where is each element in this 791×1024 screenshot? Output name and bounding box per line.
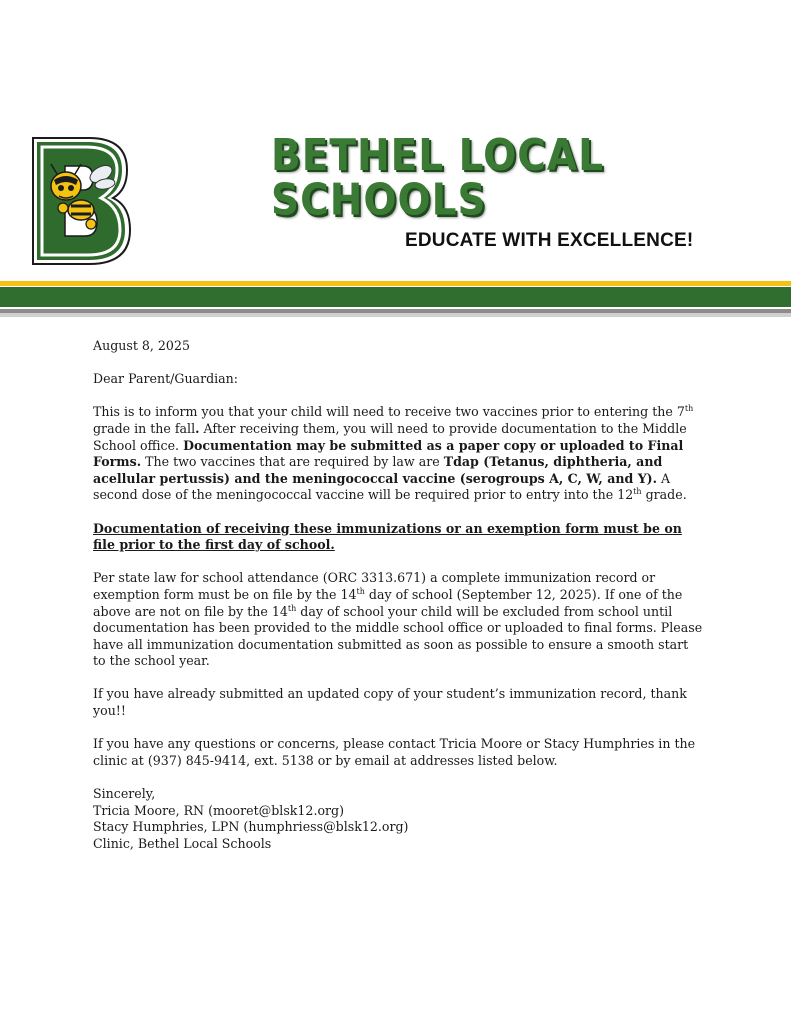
school-name-line2: SCHOOLS — [271, 175, 487, 226]
p1-sup-h: th — [633, 487, 642, 497]
p1-text-i: grade. — [641, 487, 687, 503]
p1-vaccine-names: Tdap (Tetanus, diphtheria, and acellular pertussis) and the meningococcal vaccine (serogroups A, C, W, and Y). — [93, 454, 663, 486]
header-band-green — [0, 287, 791, 307]
paragraph-vaccine-requirement — [93, 404, 703, 504]
paragraph-state-law — [93, 570, 703, 670]
p1-text-d: After receiving them, you will need to provide documentation to the Middle School office. — [93, 420, 687, 453]
signoff-tricia-moore: Tricia Moore, RN (mooret@blsk12.org) — [93, 802, 345, 818]
paragraph-thank-you: If you have already submitted an updated copy of your student’s immunization record, thank you!! — [93, 686, 687, 719]
school-logo — [31, 136, 131, 266]
signoff-clinic: Clinic, Bethel Local Schools — [93, 835, 272, 851]
letter-greeting: Dear Parent/Guardian: — [93, 371, 239, 387]
p1-text-f: The two vaccines that are required by law are — [141, 454, 444, 470]
paragraph-deadline-notice — [93, 521, 703, 554]
paragraph-contact: If you have any questions or concerns, please contact Tricia Moore or Stacy Humphries in the clinic at (937) 845-9414, ext. 5138 or by email at addresses listed below. — [93, 736, 696, 768]
p1-text-b: grade in the fall — [93, 420, 196, 436]
p3-sup-a: th — [356, 586, 365, 596]
p3-sup-b: th — [287, 603, 297, 613]
tagline: EDUCATE WITH EXCELLENCE! — [405, 230, 694, 251]
letter-date: August 8, 2025 — [93, 338, 190, 353]
school-name-line1: BETHEL LOCAL — [271, 130, 604, 182]
deadline-notice-text: Documentation of receiving these immunizations or an exemption form must be on file prior to the first day of school. — [93, 520, 682, 553]
signature-block — [93, 786, 703, 852]
p3-text-b: day of school (September 12, 2025). If one of the above are not on file by the 14 — [93, 586, 683, 619]
p3-text-c: day of school your child will be excluded from school until documentation has been provided to the middle school office or uploaded to final forms. Please have all immunization documentation submitted as soon as possible to ensure a smooth start to the school year. — [93, 603, 703, 669]
p1-submission-note: Documentation may be submitted as a paper copy or uploaded to Final Forms. — [93, 437, 684, 470]
p1-text-c: . — [195, 420, 200, 436]
signoff-stacy-humphries: Stacy Humphries, LPN (humphriess@blsk12.org) — [93, 819, 409, 835]
letter-body — [93, 338, 703, 852]
school-name — [271, 130, 604, 226]
p1-text-h: A second dose of the meningococcal vaccine will be required prior to entry into the 12 — [93, 470, 671, 503]
p1-text-a: This is to inform you that your child will need to receive two vaccines prior to entering the 7 — [93, 404, 685, 420]
signoff-closing: Sincerely, — [93, 786, 156, 802]
header-band-light-gray — [0, 313, 791, 317]
p1-sup-a: th — [684, 404, 694, 414]
p3-text-a: Per state law for school attendance (ORC 3313.671) a complete immunization record or exemption form must be on file by the 14 — [93, 570, 656, 602]
